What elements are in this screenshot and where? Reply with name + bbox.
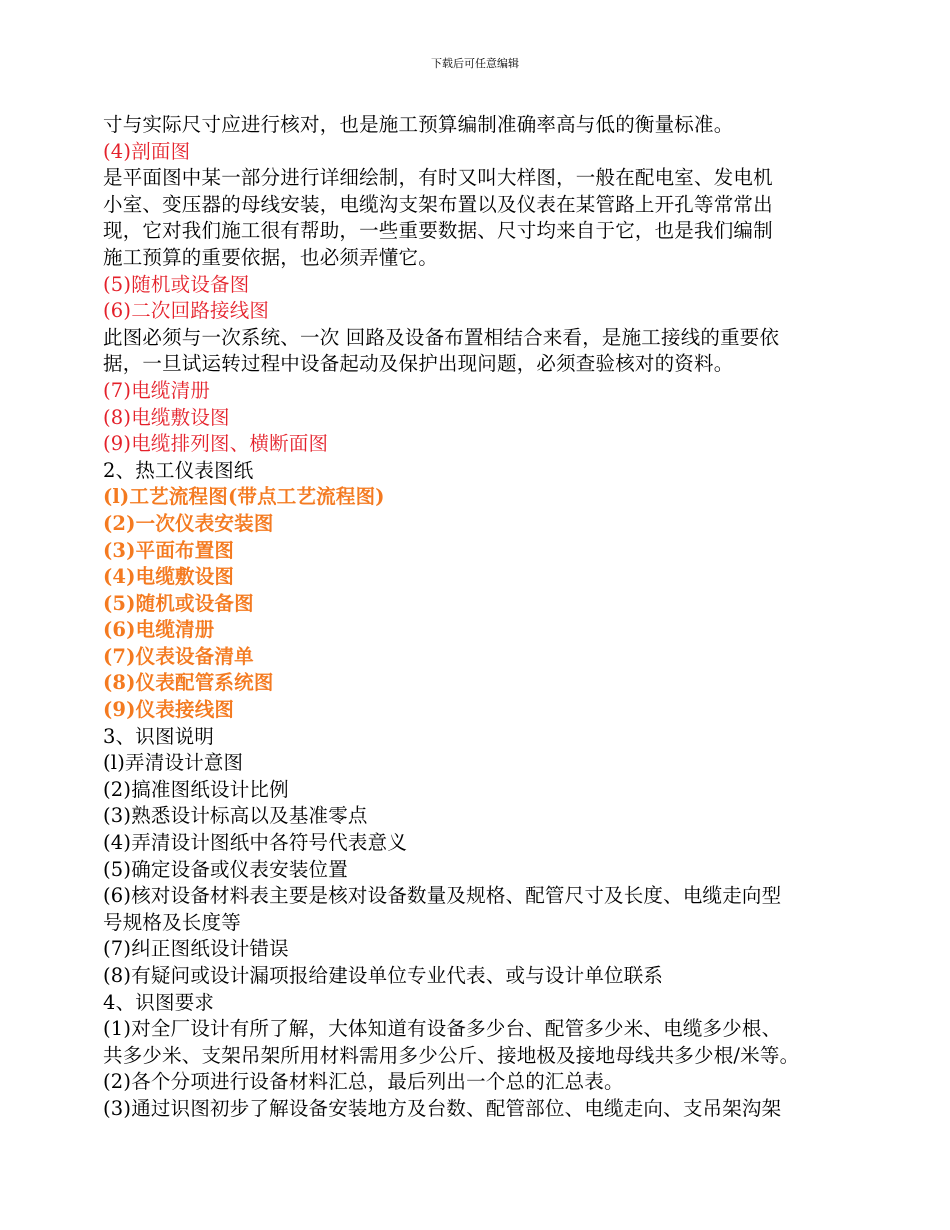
section-heading: (4)剖面图 [103,139,191,163]
text-line: (6)核对设备材料表主要是核对设备数量及规格、配管尺寸及长度、电缆走向型 [103,884,782,908]
text-line: (5)确定设备或仪表安装位置 [103,857,348,881]
text-line: 2、热工仪表图纸 [103,458,254,482]
text-line: (4)弄清设计图纸中各符号代表意义 [103,831,408,855]
section-heading: (5)随机或设备图 [103,591,254,615]
text-line: 现，它对我们施工很有帮助，一些重要数据、尺寸均来自于它，也是我们编制 [103,219,773,243]
text-line: (3)熟悉设计标高以及基准零点 [103,804,368,828]
section-heading: (8)仪表配管系统图 [103,671,274,695]
section-heading: (2)一次仪表安装图 [103,511,274,535]
section-heading: (7)仪表设备清单 [103,644,254,668]
section-heading: (l)工艺流程图(带点工艺流程图) [103,485,385,509]
text-line: 寸与实际尺寸应进行核对，也是施工预算编制准确率高与低的衡量标准。 [103,113,734,136]
page-header: 下载后可任意编辑 [431,57,519,70]
text-line: 共多少米、支架吊架所用材料需用多少公斤、接地极及接地母线共多少根/米等。 [103,1043,800,1067]
text-line: 是平面图中某一部分进行详细绘制，有时又叫大样图，一般在配电室、发电机 [103,166,773,190]
text-line: 据，一旦试运转过程中设备起动及保护出现问题，必须查验核对的资料。 [103,352,734,376]
text-line: (7)纠正图纸设计错误 [103,937,289,961]
section-heading: (3)平面布置图 [103,538,235,562]
text-line: (l)弄清设计意图 [103,751,244,775]
section-heading: (7)电缆清册 [103,378,211,402]
section-heading: (4)电缆敷设图 [103,565,235,589]
text-line: (2)搞准图纸设计比例 [103,777,289,801]
text-line: 施工预算的重要依据，也必须弄懂它。 [103,245,438,269]
section-heading: (9)仪表接线图 [103,698,235,722]
text-line: 4、识图要求 [103,990,215,1014]
section-heading: (6)电缆清册 [103,618,215,642]
section-heading: (5)随机或设备图 [103,272,250,296]
text-line: 小室、变压器的母线安装，电缆沟支架布置以及仪表在某管路上开孔等常常出 [103,192,773,216]
section-heading: (6)二次回路接线图 [103,299,270,323]
document-body [103,112,863,1123]
text-line: (2)各个分项进行设备材料汇总，最后列出一个总的汇总表。 [103,1070,624,1094]
text-line: 3、识图说明 [103,724,215,748]
text-line: (3)通过识图初步了解设备安装地方及台数、配管部位、电缆走向、支吊架沟架 [103,1096,782,1120]
text-line: (8)有疑问或设计漏项报给建设单位专业代表、或与设计单位联系 [103,964,664,987]
text-line: 号规格及长度等 [103,910,241,934]
text-line: (1)对全厂设计有所了解，大体知道有设备多少台、配管多少米、电缆多少根、 [103,1017,782,1041]
section-heading: (8)电缆敷设图 [103,405,230,429]
text-line: 此图必须与一次系统、一次 回路及设备布置相结合来看，是施工接线的重要依 [103,325,780,349]
section-heading: (9)电缆排列图、横断面图 [103,432,329,456]
